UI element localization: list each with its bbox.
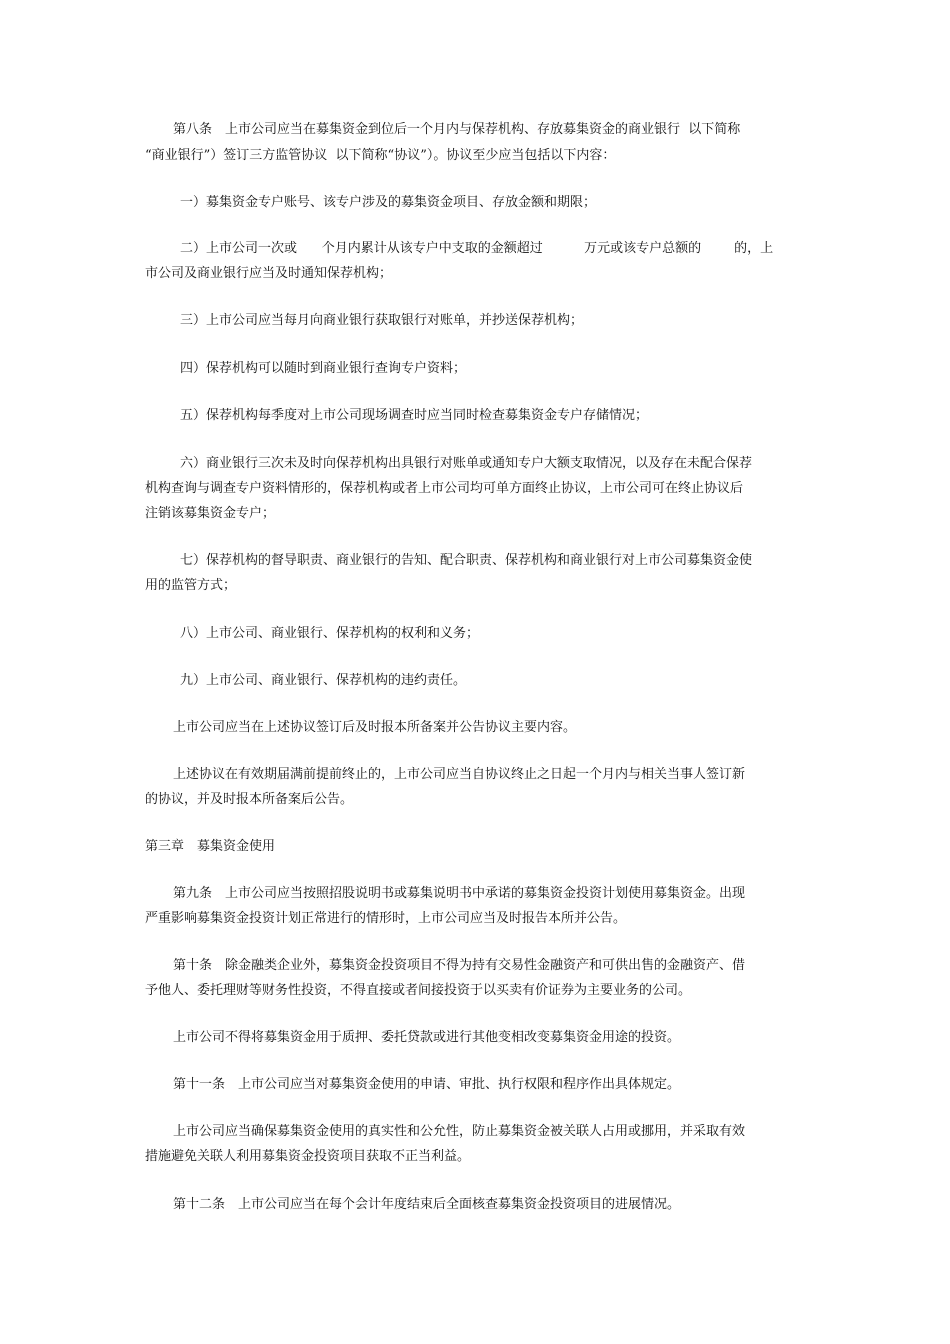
paragraph-termination-line-2: 的协议，并及时报本所备案后公告。 [145,792,354,807]
paragraph-termination-line-1: 上述协议在有效期届满前提前终止的，上市公司应当自协议终止之日起一个月内与相关当事人签订新 [173,767,746,782]
item-1: 一）募集资金专户账号、该专户涉及的募集资金项目、存放金额和期限； [180,195,597,210]
item-6-line-2: 机构查询与调查专户资料情形的，保荐机构或者上市公司均可单方面终止协议，上市公司可在终止协议后 [145,481,744,496]
article-10-line-2: 予他人、委托理财等财务性投资，不得直接或者间接投资于以买卖有价证券为主要业务的公司。 [145,983,692,998]
item-8: 八）上市公司、商业银行、保荐机构的权利和义务； [180,626,480,641]
article-12: 第十二条 上市公司应当在每个会计年度结束后全面核查募集资金投资项目的进展情况。 [173,1197,681,1212]
article-8-line-1: 第八条 上市公司应当在募集资金到位后一个月内与保荐机构、存放募集资金的商业银行 以下简称 [173,122,741,137]
item-7-line-1: 七）保荐机构的督导职责、商业银行的告知、配合职责、保荐机构和商业银行对上市公司募集资金使 [180,553,753,568]
item-2-line-2: 市公司及商业银行应当及时通知保荐机构； [145,266,393,281]
paragraph-prohibition: 上市公司不得将募集资金用于质押、委托贷款或进行其他变相改变募集资金用途的投资。 [173,1030,681,1045]
item-6-line-1: 六）商业银行三次未及时向保荐机构出具银行对账单或通知专户大额支取情况，以及存在未配合保荐 [180,456,753,471]
article-11: 第十一条 上市公司应当对募集资金使用的申请、审批、执行权限和程序作出具体规定。 [173,1077,681,1092]
article-8-line-2: “商业银行”）签订三方监管协议 以下简称“协议”）。协议至少应当包括以下内容： [145,148,616,163]
paragraph-authenticity-line-1: 上市公司应当确保募集资金使用的真实性和公允性，防止募集资金被关联人占用或挪用，并采取有效 [173,1124,746,1139]
item-6-line-3: 注销该募集资金专户； [145,506,276,521]
article-9-line-1: 第九条 上市公司应当按照招股说明书或募集说明书中承诺的募集资金投资计划使用募集资金。出现 [173,886,746,901]
item-5: 五）保荐机构每季度对上市公司现场调查时应当同时检查募集资金专户存储情况； [180,408,649,423]
article-10-line-1: 第十条 除金融类企业外，募集资金投资项目不得为持有交易性金融资产和可供出售的金融资产、借 [173,958,746,973]
item-9: 九）上市公司、商业银行、保荐机构的违约责任。 [180,673,467,688]
paragraph-authenticity-line-2: 措施避免关联人利用募集资金投资项目获取不正当利益。 [145,1149,471,1164]
paragraph-filing: 上市公司应当在上述协议签订后及时报本所备案并公告协议主要内容。 [173,720,577,735]
item-4: 四）保荐机构可以随时到商业银行查询专户资料； [180,361,467,376]
item-2-line-1: 二）上市公司一次或 个月内累计从该专户中支取的金额超过 万元或该专户总额的 的，上 [180,241,774,256]
item-7-line-2: 用的监管方式； [145,578,237,593]
article-9-line-2: 严重影响募集资金投资计划正常进行的情形时，上市公司应当及时报告本所并公告。 [145,911,627,926]
item-3: 三）上市公司应当每月向商业银行获取银行对账单，并抄送保荐机构； [180,313,584,328]
chapter-3-heading: 第三章 募集资金使用 [145,839,276,854]
